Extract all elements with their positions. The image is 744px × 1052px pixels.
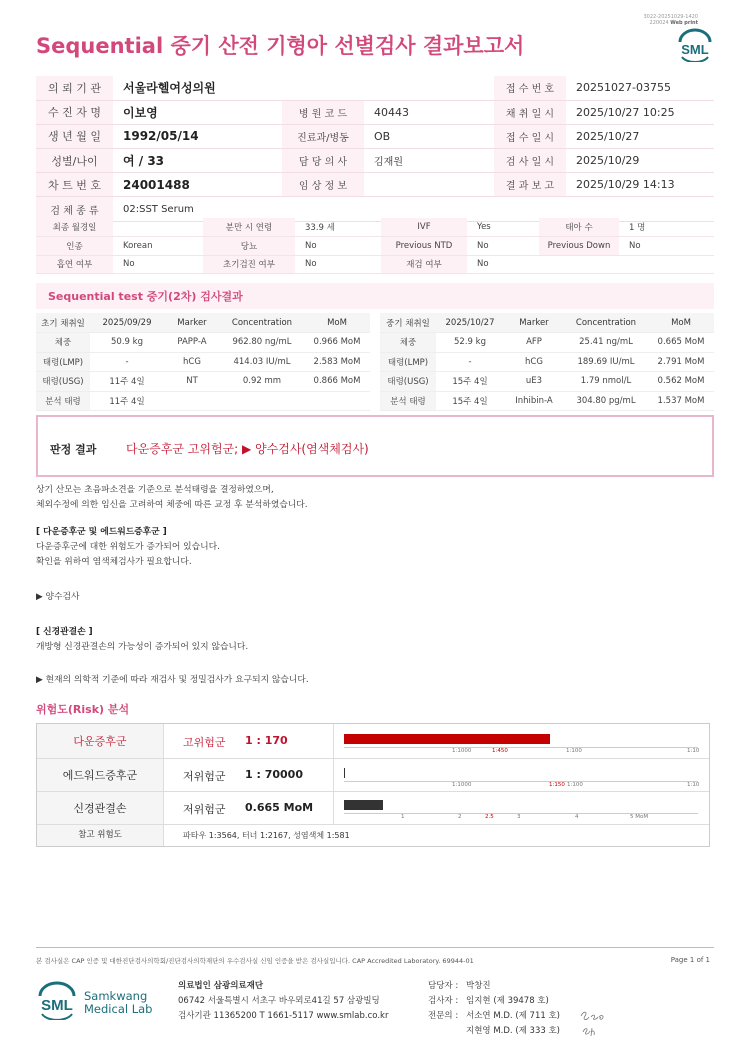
patient-row [36,100,714,124]
page-number: Page 1 of 1 [670,956,710,964]
collection-datetime: 2025/10/27 10:25 [566,100,714,124]
table-row: 분석 태령 15주 4일 Inhibin-A 304.80 pg/mL 1.537 MoM [380,391,714,411]
print-id: 3022-20251029-1420 220024 Web print [643,14,698,26]
page-title: Sequential 중기 산전 기형아 선별검사 결과보고서 [36,34,525,58]
sml-logo-icon [676,28,714,62]
interpretation-text: 상기 산모는 초음파소견을 기준으로 분석태령을 결정하였으며, 체외수정에 의한 임신을 고려하여 체중에 따른 교정 후 분석하였습니다. [36,485,308,510]
recommendation: ▶ 양수검사 [36,592,80,602]
specimen-type: 02:SST Serum [113,197,714,221]
label: 담 당 의 사 [282,149,364,173]
sex-age: 여 / 33 [113,149,282,173]
patient-row [36,173,714,197]
risk-title: 위험도(Risk) 분석 [36,703,130,716]
risk-row-down: 다운증후군 고위험군 1 : 170 1:1000 1:450 1:100 1:10 [37,724,709,759]
label: 접 수 번 호 [494,76,566,100]
label: 생 년 월 일 [36,124,113,148]
judgement-label: 판정 결과 [50,443,97,456]
risk-bar-down: 1:1000 1:450 1:100 1:10 [333,724,709,758]
report-datetime: 2025/10/29 14:13 [566,173,714,197]
clinical-info [364,173,494,197]
table-row: 태령(USG) 11주 4일 NT 0.92 mm 0.866 MoM [36,372,370,392]
first-trimester-table: 초기 채취일 2025/09/29 Marker Concentration MoM 체중 50.9 kg PAPP-A 962.80 ng/mL 0.966 MoM 태령(LMP) - hCG 414.03 IU/mL 2.583 MoM 태령(USG) 11주 4일 NT 0.92 mm 0.866 MoM 분석 태령 11주 4일 [36,313,370,411]
table-row: 체중 52.9 kg AFP 25.41 ng/mL 0.665 MoM [380,333,714,353]
judgement-box [36,415,714,477]
label: 접 수 일 시 [494,124,566,148]
hospital-code: 40443 [364,100,494,124]
staff-row: 검사자 : 임지현 (제 39478 호) [428,996,549,1006]
staff-row: 담당자 : 박창진 [428,981,491,991]
label: 진료과/병동 [282,124,364,148]
table-row: 태령(USG) 15주 4일 uE3 1.79 nmol/L 0.562 MoM [380,372,714,392]
label: 임 상 정 보 [282,173,364,197]
patient-info-table [36,76,714,222]
risk-bar-fill [344,734,550,744]
lab-name: Samkwang Medical Lab [84,989,153,1016]
risk-bar-fill [344,768,345,778]
patient-name: 이보영 [113,100,282,124]
org-info: 의료법인 삼광의료재단 06742 서울특별시 서초구 바우뫼로41길 57 삼광빌딩 검사기관 11365200 T 1661-5117 www.smlab.co.kr [178,981,389,1021]
patient-row [36,76,714,100]
risk-row-ntd: 신경관결손 저위험군 0.665 MoM 1 2 2.5 3 4 5 MoM [37,792,709,825]
ntd-note: [ 신경관결손 ] 개방형 신경관결손의 가능성이 증가되어 있지 않습니다. [36,627,249,652]
staff-row: 전문의 : 서소연 M.D. (제 711 호) [428,1011,561,1021]
chart-number: 24001488 [113,173,282,197]
label: 차 트 번 호 [36,173,113,197]
down-edwards-note: [ 다운증후군 및 에드워드증후군 ] 다운증후군에 대한 위험도가 증가되어 있습니다. 확인을 위하여 염색체검사가 필요합니다. [36,527,220,567]
svg-text:SML: SML [681,42,709,57]
label: 결 과 보 고 [494,173,566,197]
label: 수 진 자 명 [36,100,113,124]
patient-row [36,124,714,148]
accreditation-note: 본 검사실은 CAP 인증 및 대한진단검사의학회/진단검사의학재단의 우수검사실 신임 인증을 받은 검사실입니다. CAP Accredited Laboratory. 69944-01 [36,957,474,965]
maternal-row: 흡연 여부 No 초기검진 여부 No 재검 여부 No [36,255,714,274]
second-trimester-table: 중기 채취일 2025/10/27 Marker Concentration MoM 체중 52.9 kg AFP 25.41 ng/mL 0.665 MoM 태령(LMP) - hCG 189.69 IU/mL 2.791 MoM 태령(USG) 15주 4일 uE3 1.79 nmol/L 0.562 MoM 분석 태령 15주 4일 Inhibin-A 304.80 pg/mL 1.537 MoM [380,313,714,411]
label: 성별/나이 [36,149,113,173]
maternal-info-table [36,218,714,274]
receipt-date: 2025/10/27 [566,124,714,148]
signature-icon [578,1008,608,1040]
risk-row-reference: 참고 위험도 파타우 1:3564, 터너 1:2167, 성염색체 1:581 [37,825,709,846]
doctor: 김재원 [364,149,494,173]
judgement-value: 다운증후군 고위험군; ▶ 양수검사(염색체검사) [126,442,369,456]
table-row: 태령(LMP) - hCG 189.69 IU/mL 2.791 MoM [380,352,714,372]
svg-text:SML: SML [41,997,73,1014]
label: 검 사 일 시 [494,149,566,173]
table-row: 분석 태령 11주 4일 [36,391,370,411]
receipt-number: 20251027-03755 [566,76,714,100]
department: OB [364,124,494,148]
sml-footer-logo-icon [36,980,78,1020]
birth-date: 1992/05/14 [113,124,282,148]
footer-divider [36,947,714,948]
test-date: 2025/10/29 [566,149,714,173]
table-row: 태령(LMP) - hCG 414.03 IU/mL 2.583 MoM [36,352,370,372]
risk-bar-fill [344,800,383,810]
risk-bar-ntd: 1 2 2.5 3 4 5 MoM [333,792,709,824]
risk-bar-edwards: 1:1000 1:150 1:100 1:10 [333,759,709,791]
requesting-hospital: 서울라헬여성의원 [113,76,494,100]
label: 검 체 종 류 [36,197,113,221]
section-title: Sequential test 중기(2차) 검사결과 [36,283,714,309]
staff-row: 지현영 M.D. (제 333 호) [466,1026,561,1036]
followup-note: ▶ 현재의 의학적 기준에 따라 재검사 및 정밀검사가 요구되지 않습니다. [36,675,309,685]
maternal-row: 인종 Korean 당뇨 No Previous NTD No Previous Down No [36,237,714,256]
risk-analysis-table [36,723,710,847]
risk-row-edwards: 에드워드증후군 저위험군 1 : 70000 1:1000 1:150 1:100 1:10 [37,759,709,792]
label: 채 취 일 시 [494,100,566,124]
label: 병 원 코 드 [282,100,364,124]
table-row: 체중 50.9 kg PAPP-A 962.80 ng/mL 0.966 MoM [36,333,370,353]
maternal-row: 최종 월경일 분만 시 연령 33.9 세 IVF Yes 태아 수 1 명 [36,218,714,237]
label: 의 뢰 기 관 [36,76,113,100]
staff-info [428,979,560,1039]
patient-row [36,149,714,173]
